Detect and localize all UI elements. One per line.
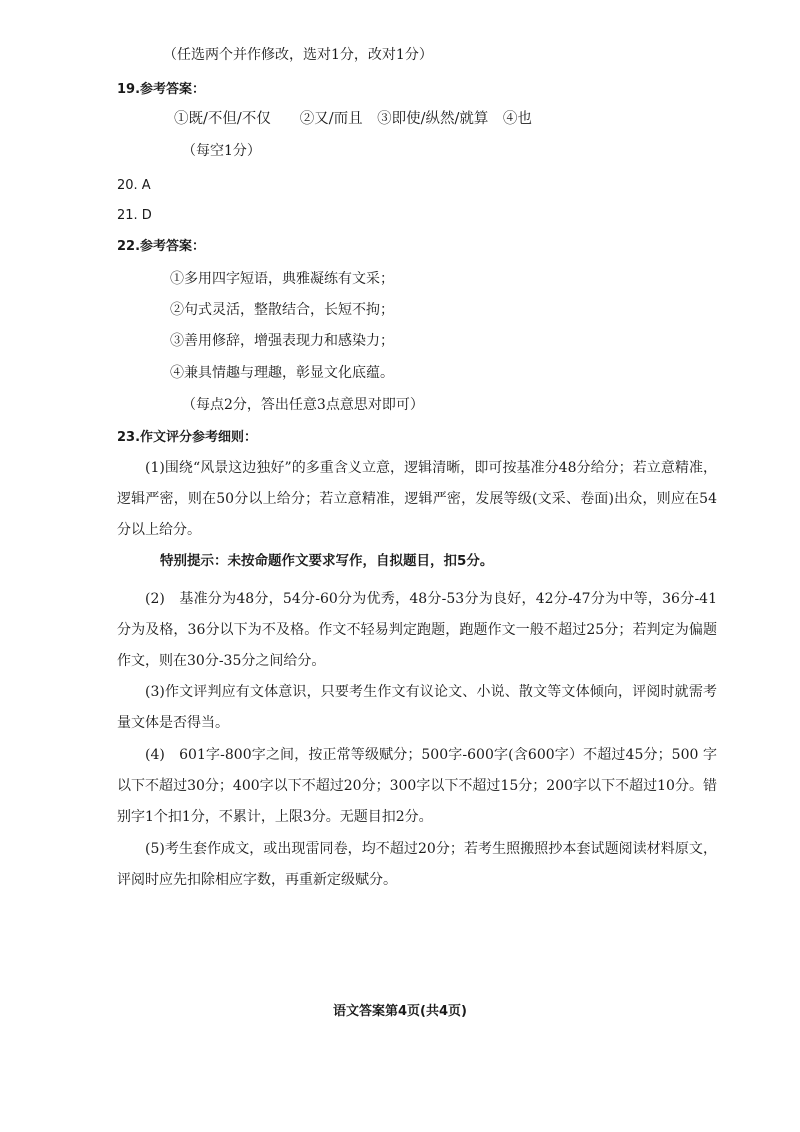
q21-answer: 21. D bbox=[117, 208, 152, 223]
q23-paragraph-4 bbox=[117, 740, 717, 833]
q23-paragraph-1-text: (1)围绕“风景这边独好”的多重含义立意，逻辑清晰，即可按基准分48分给分；若立意精准，逻辑严密，则在50分以上给分；若立意精准，逻辑严密，发展等级(文采、卷面)出众，则应在54分以上给分。 bbox=[117, 460, 717, 538]
q22-item: ②句式灵活，整散结合，长短不拘； bbox=[170, 302, 394, 318]
q20-answer: 20. A bbox=[117, 178, 151, 193]
page-footer: 语文答案第4页(共4页) bbox=[333, 1004, 467, 1019]
q23-paragraph-4-text: (4) 601字-800字之间，按正常等级赋分；500字-600字(含600字）不超过45分；500 字以下不超过30分；400字以下不超过20分；300字以下不超过15分；200字以下不超过10分。错别字1个扣1分，不累计，上限3分。无题目扣2分。 bbox=[117, 747, 717, 825]
top-note: （任选两个并作修改，选对1分，改对1分） bbox=[163, 47, 433, 63]
q23-heading: 23.作文评分参考细则： bbox=[117, 430, 258, 445]
q22-item: ③善用修辞，增强表现力和感染力； bbox=[170, 333, 394, 349]
q22-note: （每点2分，答出任意3点意思对即可） bbox=[182, 397, 424, 413]
q23-paragraph-2-text: (2) 基准分为48分，54分-60分为优秀，48分-53分为良好，42分-47分为中等，36分-41分为及格，36分以下为不及格。作文不轻易判定跑题，跑题作文一般不超过25分；若判定为偏题作文，则在30分-35分之间给分。 bbox=[117, 591, 717, 669]
q19-answers: ①既/不但/不仅 ②又/而且 ③即使/纵然/就算 ④也 bbox=[174, 111, 532, 127]
q23-paragraph-3 bbox=[117, 677, 717, 739]
q23-paragraph-3-text: (3)作文评判应有文体意识，只要考生作文有议论文、小说、散文等文体倾向，评阅时就需考量文体是否得当。 bbox=[117, 684, 717, 731]
q22-item: ④兼具情趣与理趣，彰显文化底蕴。 bbox=[170, 365, 394, 381]
q22-heading: 22.参考答案： bbox=[117, 239, 206, 254]
q19-heading: 19.参考答案： bbox=[117, 82, 206, 97]
q22-item: ①多用四字短语，典雅凝练有文采； bbox=[170, 271, 394, 287]
q19-note: （每空1分） bbox=[182, 143, 261, 159]
q23-special-note: 特别提示：未按命题作文要求写作，自拟题目，扣5分。 bbox=[160, 553, 494, 569]
q23-paragraph-1 bbox=[117, 453, 717, 546]
q23-paragraph-5 bbox=[117, 834, 717, 896]
q23-paragraph-2 bbox=[117, 584, 717, 677]
q23-paragraph-5-text: (5)考生套作成文，或出现雷同卷，均不超过20分；若考生照搬照抄本套试题阅读材料原文，评阅时应先扣除相应字数，再重新定级赋分。 bbox=[117, 841, 717, 888]
